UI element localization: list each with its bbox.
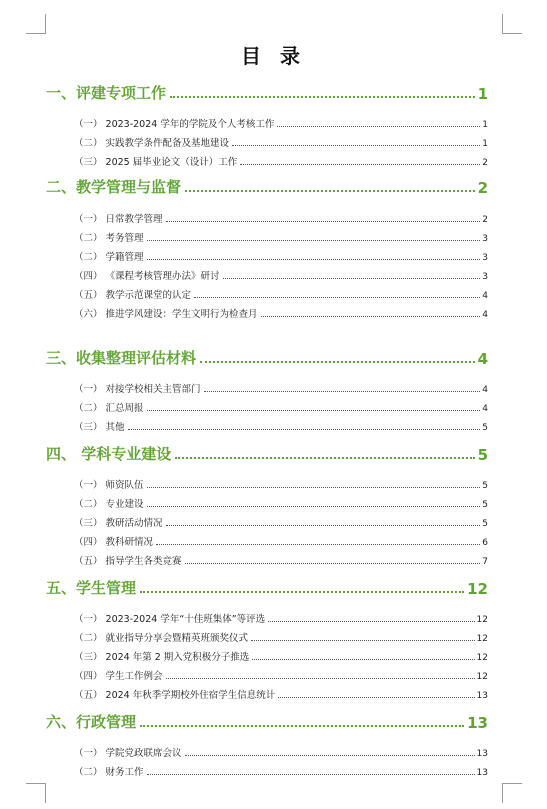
dot-leader xyxy=(147,410,481,411)
entry-page: 13 xyxy=(476,691,488,701)
toc-section[interactable] xyxy=(46,442,488,464)
crop-mark-top-right xyxy=(502,33,522,34)
entry-page: 13 xyxy=(476,768,488,778)
entry-label: （四） 教科研情况 xyxy=(74,537,154,548)
entry-label: （二） 财务工作 xyxy=(74,767,144,778)
section-page: 1 xyxy=(477,85,488,103)
toc-section[interactable] xyxy=(46,346,488,368)
dot-leader xyxy=(252,659,474,660)
toc-entry[interactable] xyxy=(74,745,488,759)
crop-mark-bottom-left xyxy=(45,783,46,803)
section-label: 五、学生管理 xyxy=(46,579,137,597)
toc-section[interactable] xyxy=(46,81,488,103)
toc-entry[interactable] xyxy=(74,400,488,414)
entry-label: （三） 教研活动情况 xyxy=(74,518,163,529)
entry-label: （三） 2025 届毕业论文（设计）工作 xyxy=(74,157,238,168)
dot-leader xyxy=(147,259,481,260)
toc-entry[interactable] xyxy=(74,381,488,395)
entry-page: 4 xyxy=(482,404,488,414)
toc-entry[interactable] xyxy=(74,477,488,491)
dot-leader xyxy=(147,506,481,507)
dot-leader xyxy=(156,544,480,545)
crop-mark-bottom-right xyxy=(502,783,522,784)
toc-entry[interactable] xyxy=(74,649,488,663)
entry-label: （一） 日常教学管理 xyxy=(74,214,163,225)
entry-label: （三） 2024 年第 2 期入党积极分子推选 xyxy=(74,652,250,663)
toc-section[interactable] xyxy=(46,710,488,732)
dot-leader xyxy=(147,487,481,488)
entry-page: 3 xyxy=(482,234,488,244)
entry-page: 3 xyxy=(482,253,488,263)
entry-page: 4 xyxy=(482,291,488,301)
section-label: 一、评建专项工作 xyxy=(46,84,167,102)
section-label: 三、收集整理评估材料 xyxy=(46,349,197,367)
toc-entry[interactable] xyxy=(74,764,488,778)
dot-leader xyxy=(147,240,481,241)
section-page: 5 xyxy=(477,446,488,464)
dot-leader xyxy=(268,621,474,622)
toc-entry[interactable] xyxy=(74,135,488,149)
dot-leader xyxy=(277,126,480,127)
toc-entry[interactable] xyxy=(74,287,488,301)
toc-entry[interactable] xyxy=(74,534,488,548)
entry-page: 13 xyxy=(476,749,488,759)
toc-section[interactable] xyxy=(46,175,488,197)
entry-label: （二） 实践教学条件配备及基地建设 xyxy=(74,138,230,149)
entry-label: （一） 对接学校相关主管部门 xyxy=(74,384,201,395)
dot-leader xyxy=(200,361,475,363)
entry-page: 5 xyxy=(482,519,488,529)
entry-label: （一） 师资队伍 xyxy=(74,480,144,491)
entry-page: 3 xyxy=(482,272,488,282)
dot-leader xyxy=(140,591,464,593)
entry-label: （二） 考务管理 xyxy=(74,233,144,244)
entry-page: 5 xyxy=(482,423,488,433)
entry-page: 12 xyxy=(476,634,488,644)
dot-leader xyxy=(140,725,464,727)
entry-page: 4 xyxy=(482,385,488,395)
section-label: 六、行政管理 xyxy=(46,713,137,731)
entry-label: （五） 教学示范课堂的认定 xyxy=(74,290,192,301)
section-page: 2 xyxy=(477,179,488,197)
entry-label: （四） 学生工作例会 xyxy=(74,671,163,682)
dot-leader xyxy=(170,96,475,98)
entry-page: 1 xyxy=(482,120,488,130)
entry-label: （一） 2023-2024 学年“十佳班集体”等评选 xyxy=(74,614,266,625)
dot-leader xyxy=(232,145,480,146)
toc-entry[interactable] xyxy=(74,268,488,282)
section-page: 13 xyxy=(467,714,488,732)
entry-page: 6 xyxy=(482,538,488,548)
entry-label: （二） 汇总周报 xyxy=(74,403,144,414)
section-page: 12 xyxy=(467,580,488,598)
crop-mark-top-right xyxy=(502,14,503,34)
toc-entry[interactable] xyxy=(74,515,488,529)
toc-entry[interactable] xyxy=(74,249,488,263)
entry-label: （二） 学籍管理 xyxy=(74,252,144,263)
entry-label: （三） 其他 xyxy=(74,422,125,433)
entry-page: 12 xyxy=(476,615,488,625)
dot-leader xyxy=(194,297,480,298)
toc-entry[interactable] xyxy=(74,630,488,644)
entry-page: 5 xyxy=(482,481,488,491)
entry-page: 12 xyxy=(476,672,488,682)
entry-page: 4 xyxy=(482,310,488,320)
dot-leader xyxy=(223,278,481,279)
dot-leader xyxy=(204,391,481,392)
toc-entry[interactable] xyxy=(74,230,488,244)
toc-entry[interactable] xyxy=(74,611,488,625)
crop-mark-top-left xyxy=(45,14,46,34)
entry-label: （二） 就业指导分享会暨精英班颁奖仪式 xyxy=(74,633,249,644)
entry-label: （二） 专业建设 xyxy=(74,499,144,510)
entry-label: （六） 推进学风建设：学生文明行为检查月 xyxy=(74,309,258,320)
toc-entry[interactable] xyxy=(74,687,488,701)
dot-leader xyxy=(166,678,475,679)
toc-entry[interactable] xyxy=(74,211,488,225)
toc-entry[interactable] xyxy=(74,419,488,433)
crop-mark-bottom-left xyxy=(26,783,46,784)
entry-label: （一） 学院党政联席会议 xyxy=(74,748,182,759)
section-label: 四、 学科专业建设 xyxy=(46,445,172,463)
section-page: 4 xyxy=(477,350,488,368)
dot-leader xyxy=(261,316,481,317)
toc-entry[interactable] xyxy=(74,116,488,130)
dot-leader xyxy=(166,525,481,526)
toc-entry[interactable] xyxy=(74,306,488,320)
dot-leader xyxy=(128,429,481,430)
toc-section[interactable] xyxy=(46,576,488,598)
entry-page: 2 xyxy=(482,215,488,225)
dot-leader xyxy=(185,190,475,192)
dot-leader xyxy=(166,221,481,222)
dot-leader xyxy=(175,457,474,459)
dot-leader xyxy=(240,164,480,165)
section-label: 二、教学管理与监督 xyxy=(46,178,182,196)
entry-label: （五） 2024 年秋季学期校外住宿学生信息统计 xyxy=(74,690,276,701)
toc-title: 目 录 xyxy=(241,44,306,68)
entry-page: 7 xyxy=(482,557,488,567)
dot-leader xyxy=(147,774,475,775)
entry-page: 1 xyxy=(482,139,488,149)
entry-label: （五） 指导学生各类竞赛 xyxy=(74,556,182,567)
dot-leader xyxy=(185,563,481,564)
toc-entry[interactable] xyxy=(74,496,488,510)
dot-leader xyxy=(278,697,474,698)
entry-page: 5 xyxy=(482,500,488,510)
entry-label: （四） 《课程考核管理办法》研讨 xyxy=(74,271,220,282)
dot-leader xyxy=(251,640,475,641)
entry-label: （一） 2023-2024 学年的学院及个人考核工作 xyxy=(74,119,275,130)
entry-page: 12 xyxy=(476,653,488,663)
toc-entry[interactable] xyxy=(74,154,488,168)
dot-leader xyxy=(185,755,475,756)
toc-entry[interactable] xyxy=(74,668,488,682)
crop-mark-top-left xyxy=(26,33,46,34)
crop-mark-bottom-right xyxy=(502,783,503,803)
toc-entry[interactable] xyxy=(74,553,488,567)
entry-page: 2 xyxy=(482,158,488,168)
